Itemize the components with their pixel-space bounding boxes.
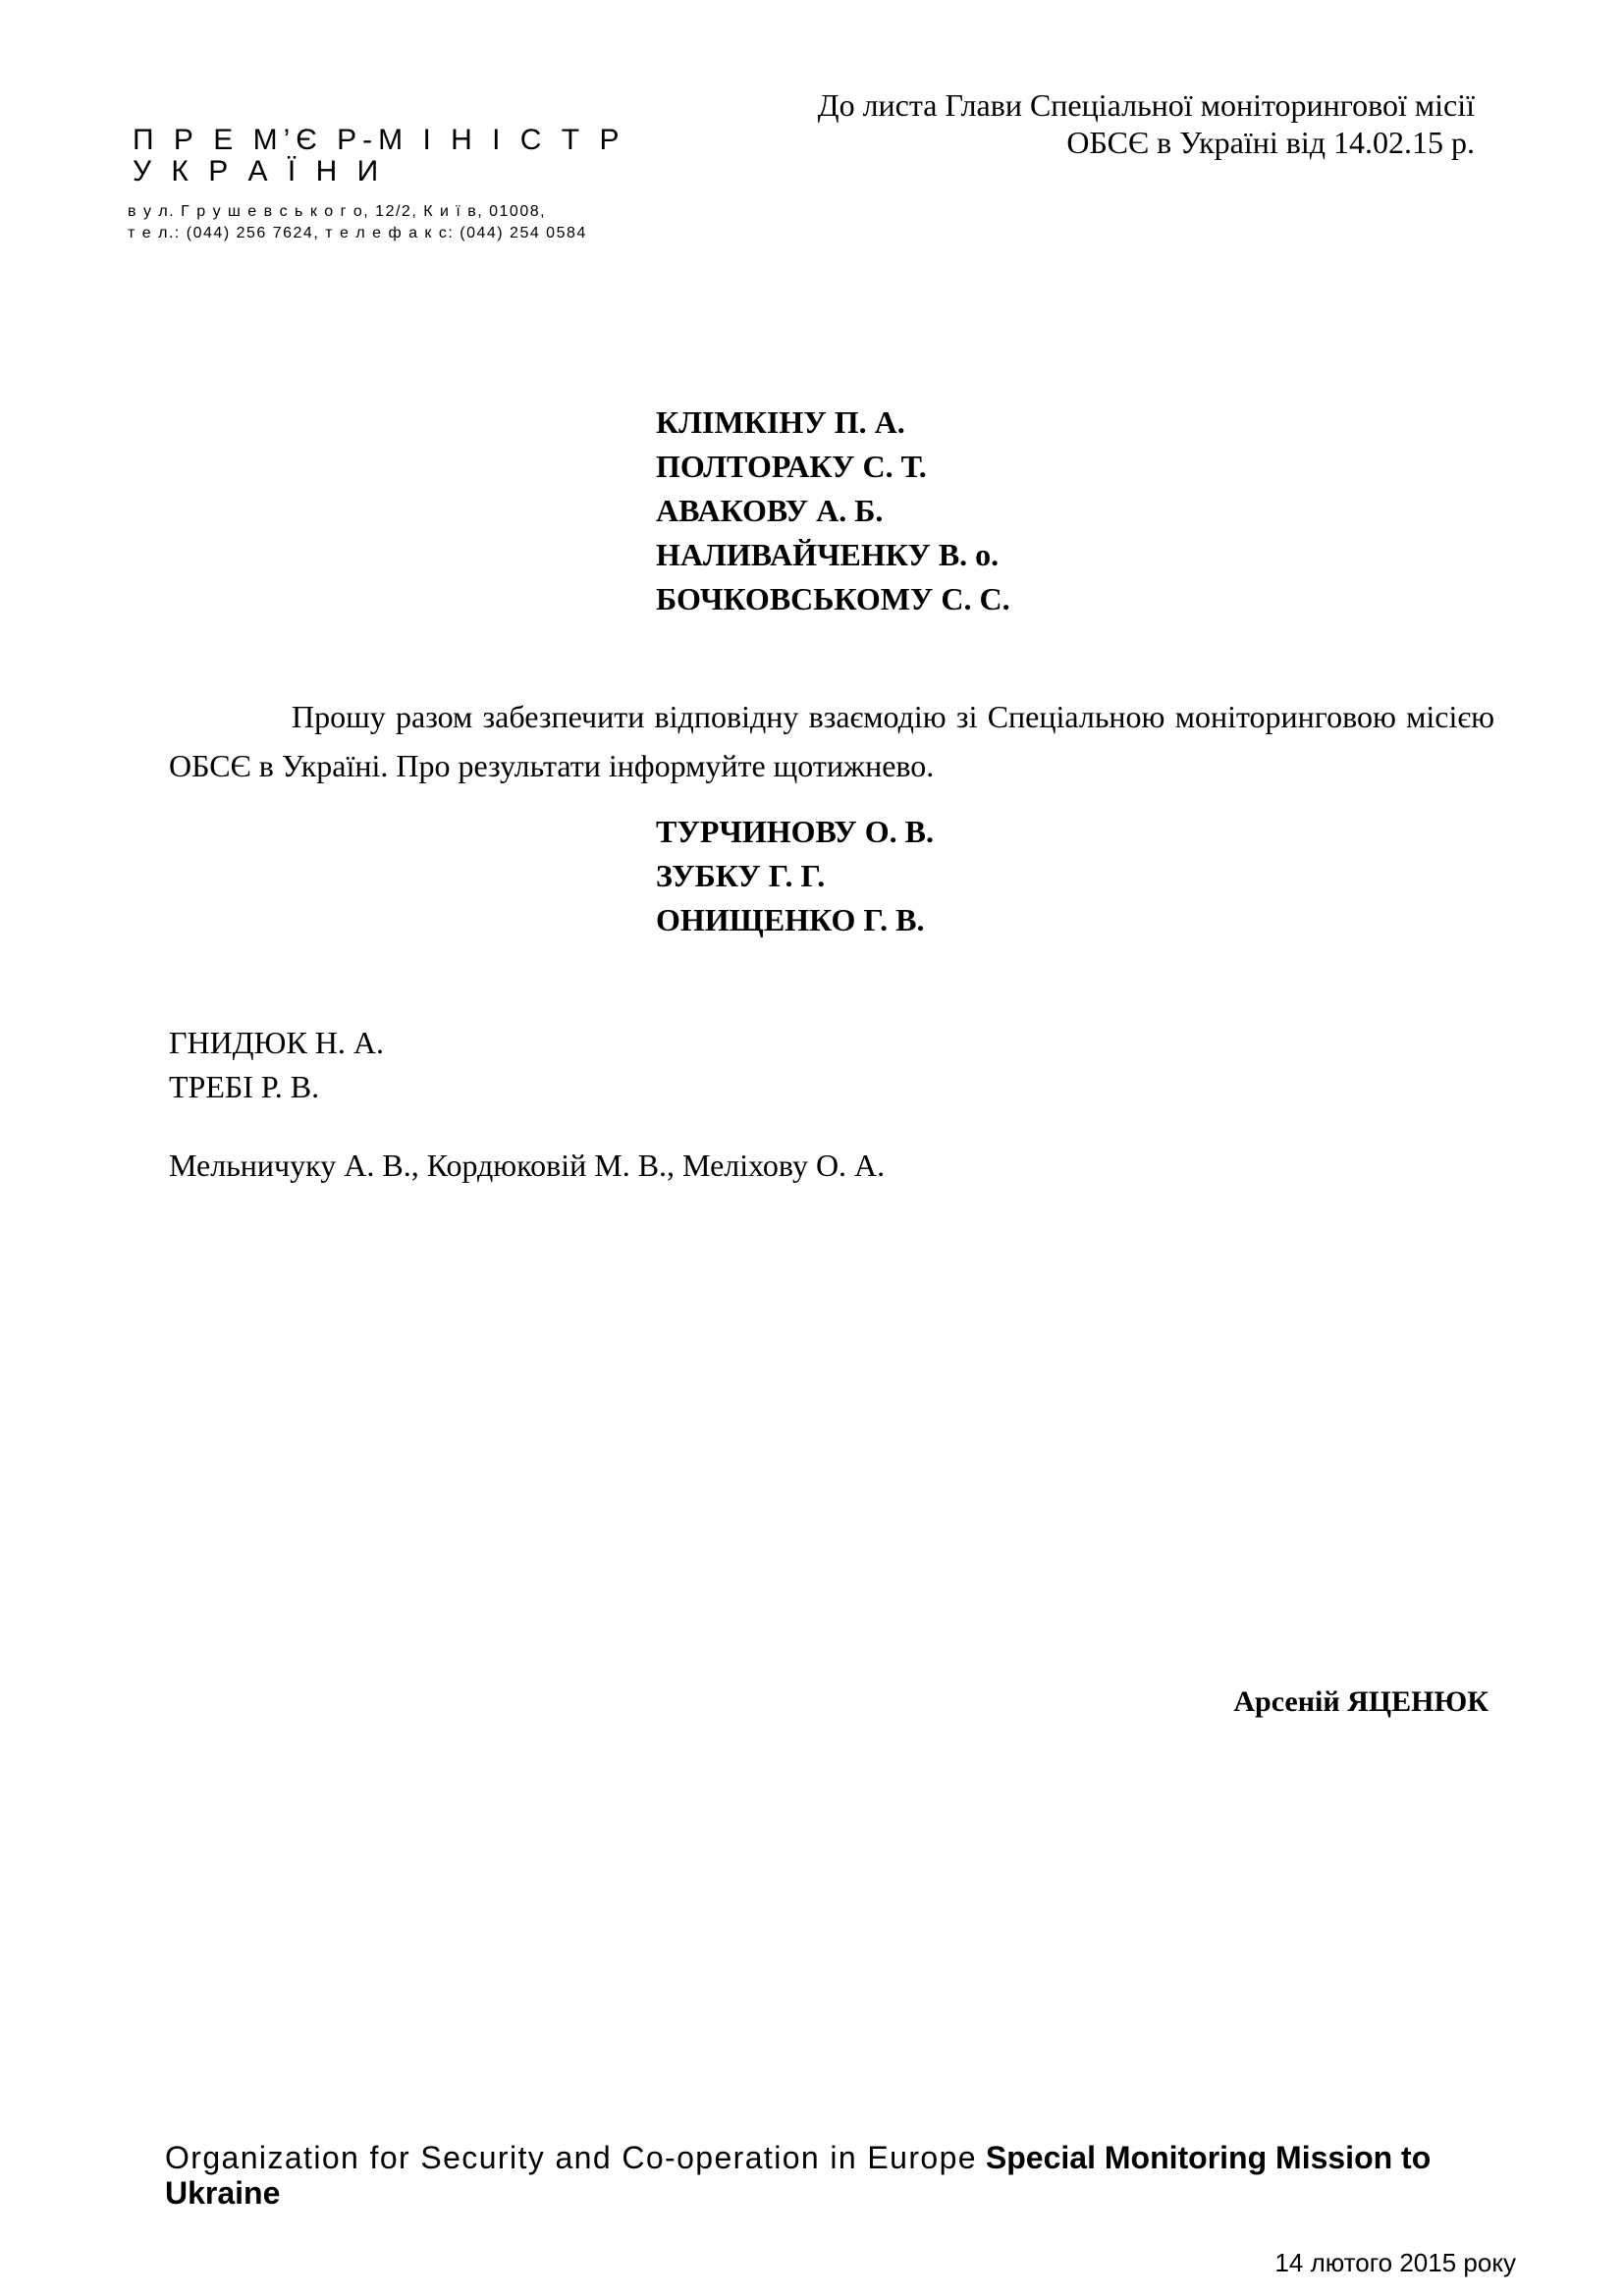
footer-date: 14 лютого 2015 року (1274, 2248, 1516, 2277)
addressee: БОЧКОВСЬКОМУ С. С. (656, 581, 1010, 616)
reference-note-line1: До листа Глави Спеціальної моніторингової місії (817, 87, 1475, 123)
footer-organization (165, 2140, 1520, 2211)
footer-org-name: Organization for Security and Co-operation in Europe (165, 2140, 978, 2175)
cc-line: Мельничуку А. В., Кордюковій М. В., Меліхову О. А. (169, 1148, 886, 1183)
addressee: ТУРЧИНОВУ О. В. (656, 814, 934, 849)
addressee: АВАКОВУ А. Б. (656, 493, 884, 528)
addressee: ОНИЩЕНКО Г. В. (656, 902, 925, 937)
letterhead-title-line1: П Р Е М’Є Р-М І Н І С Т Р (133, 124, 625, 156)
addressee: КЛІМКІНУ П. А. (656, 404, 905, 440)
cc-recipient: ТРЕБІ Р. В. (169, 1069, 320, 1104)
cc-recipient: ГНИДЮК Н. А. (169, 1025, 384, 1060)
secondary-addressees (656, 810, 934, 942)
addressee: ЗУБКУ Г. Г. (656, 858, 826, 893)
reference-note-line2: ОБСЄ в Україні від 14.02.15 р. (1066, 125, 1475, 160)
letterhead-address-line1: в у л. Г р у ш е в с ь к о г о, 12/2, К и ї в, 01008, (128, 203, 547, 220)
signature: Арсеній ЯЦЕНЮК (1233, 1685, 1489, 1718)
primary-addressees (656, 400, 1010, 621)
resolution-body: Прошу разом забезпечити відповідну взаємодію зі Спеціальною моніторинговою місією ОБСЄ в Україні. Про результати інформуйте щотижнево. (169, 699, 1494, 783)
addressee: НАЛИВАЙЧЕНКУ В. о. (656, 537, 1000, 572)
reference-note (591, 86, 1475, 161)
resolution-text (169, 692, 1494, 790)
addressee: ПОЛТОРАКУ С. Т. (656, 449, 927, 484)
cc-block (169, 1021, 384, 1109)
letterhead-title-line2: У К Р А Ї Н И (133, 155, 385, 187)
letterhead-address-line2: т е л.: (044) 256 7624, т е л е ф а к с: (044) 254 0584 (128, 225, 587, 241)
letterhead-address (128, 201, 587, 244)
footer-mission-name: Special Monitoring Mission to Ukraine (165, 2140, 1432, 2211)
